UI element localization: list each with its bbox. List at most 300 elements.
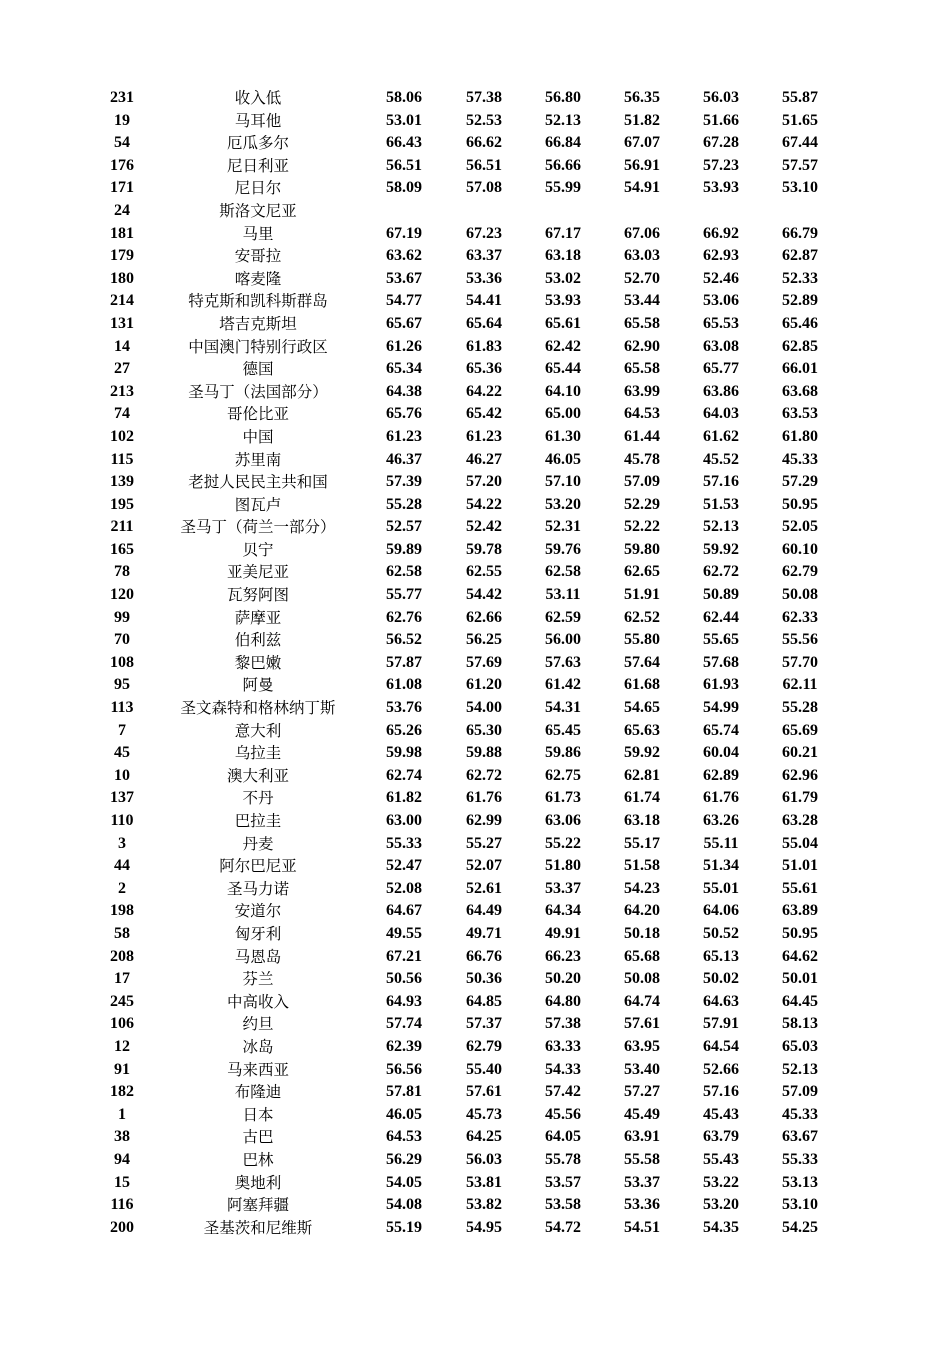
rank-cell: 17 (114, 970, 130, 988)
value-cell: 62.33 (782, 608, 818, 626)
rank-cell: 213 (110, 382, 134, 400)
value-cell: 56.03 (703, 89, 739, 106)
value-cell: 54.22 (466, 495, 502, 513)
table-row (0, 1126, 950, 1149)
table-row (0, 720, 950, 743)
value-cell: 62.81 (624, 766, 660, 784)
value-cell: 55.58 (624, 1150, 660, 1168)
value-cell: 52.13 (782, 1060, 818, 1078)
rank-cell: 110 (110, 812, 134, 829)
value-cell: 54.41 (466, 292, 502, 310)
country-name-cell: 收入低 (234, 89, 282, 107)
rank-cell: 108 (110, 653, 134, 671)
table-row (0, 403, 950, 426)
rank-cell: 116 (110, 1196, 134, 1214)
value-cell: 53.82 (466, 1196, 502, 1214)
value-cell: 50.08 (782, 586, 818, 604)
rank-cell: 78 (114, 563, 130, 581)
value-cell: 55.27 (466, 834, 502, 852)
value-cell: 53.44 (624, 292, 660, 310)
value-cell: 45.56 (545, 1105, 581, 1123)
value-cell: 63.79 (703, 1128, 739, 1146)
value-cell: 66.79 (782, 224, 818, 242)
rank-cell: 99 (114, 608, 130, 626)
value-cell: 55.19 (386, 1218, 422, 1236)
value-cell: 62.65 (624, 563, 660, 581)
value-cell: 63.18 (545, 247, 581, 265)
value-cell: 54.00 (466, 699, 502, 717)
table-row (0, 810, 950, 833)
value-cell: 65.68 (624, 947, 660, 965)
value-cell: 57.09 (782, 1083, 818, 1101)
value-cell: 56.91 (624, 156, 660, 174)
value-cell: 50.20 (545, 970, 581, 988)
value-cell: 66.76 (466, 947, 502, 965)
value-cell: 66.43 (386, 134, 422, 152)
value-cell: 45.33 (782, 1105, 818, 1123)
value-cell: 64.03 (703, 405, 739, 423)
value-cell: 53.40 (624, 1060, 660, 1078)
value-cell: 50.52 (703, 924, 739, 942)
value-cell: 65.00 (545, 405, 581, 423)
value-cell: 65.36 (466, 360, 502, 378)
value-cell: 56.52 (386, 631, 422, 649)
country-name-cell: 马耳他 (234, 111, 282, 130)
value-cell: 57.87 (386, 653, 422, 671)
country-name-cell: 匈牙利 (234, 924, 282, 943)
table-row (0, 765, 950, 788)
value-cell: 63.28 (782, 812, 818, 829)
value-cell: 54.99 (703, 699, 739, 717)
rank-cell: 1 (118, 1105, 126, 1123)
value-cell: 65.61 (545, 314, 581, 332)
country-name-cell: 中国澳门特别行政区 (188, 337, 328, 356)
value-cell: 65.58 (624, 314, 660, 332)
value-cell: 60.04 (703, 744, 739, 762)
value-cell: 58.09 (386, 179, 422, 197)
country-name-cell: 图瓦卢 (234, 495, 282, 514)
value-cell: 54.91 (624, 179, 660, 197)
value-cell: 57.10 (545, 473, 581, 491)
country-name-cell: 阿尔巴尼亚 (219, 857, 297, 876)
rank-cell: 171 (110, 179, 134, 197)
country-name-cell: 日本 (242, 1105, 274, 1124)
country-name-cell: 丹麦 (242, 834, 274, 853)
value-cell: 54.05 (386, 1173, 422, 1191)
value-cell: 52.08 (386, 879, 422, 897)
value-cell: 65.74 (703, 721, 739, 739)
value-cell: 67.23 (466, 224, 502, 242)
value-cell: 64.67 (386, 902, 422, 920)
value-cell: 52.42 (466, 518, 502, 536)
value-cell: 63.06 (545, 812, 581, 829)
value-cell: 52.05 (782, 518, 818, 536)
value-cell: 51.65 (782, 111, 818, 129)
value-cell: 57.74 (386, 1015, 422, 1033)
value-cell: 53.37 (624, 1173, 660, 1191)
table-row (0, 290, 950, 313)
rank-cell: 10 (114, 766, 130, 784)
table-row (0, 177, 950, 200)
value-cell: 64.63 (703, 992, 739, 1010)
country-name-cell: 乌拉圭 (234, 744, 282, 763)
value-cell: 57.91 (703, 1015, 739, 1033)
value-cell: 52.89 (782, 292, 818, 310)
country-name-cell: 圣文森特和格林纳丁斯 (180, 699, 336, 718)
value-cell: 51.82 (624, 111, 660, 129)
value-cell: 62.87 (782, 247, 818, 265)
data-table (0, 87, 950, 1239)
value-cell: 62.75 (545, 766, 581, 784)
country-name-cell: 中高收入 (226, 992, 289, 1011)
table-row (0, 516, 950, 539)
value-cell: 55.33 (782, 1150, 818, 1168)
rank-cell: 94 (114, 1150, 130, 1168)
value-cell: 61.30 (545, 427, 581, 445)
value-cell: 56.56 (386, 1060, 422, 1078)
value-cell: 52.66 (703, 1060, 739, 1078)
value-cell: 66.84 (545, 134, 581, 152)
value-cell: 61.83 (466, 337, 502, 355)
value-cell: 59.88 (466, 744, 502, 762)
country-name-cell: 瓦努阿图 (226, 586, 289, 605)
value-cell: 63.95 (624, 1037, 660, 1055)
table-row (0, 268, 950, 291)
value-cell: 50.95 (782, 495, 818, 513)
value-cell: 64.25 (466, 1128, 502, 1146)
value-cell: 45.73 (466, 1105, 502, 1123)
value-cell: 51.01 (782, 857, 818, 875)
rank-cell: 181 (110, 224, 134, 242)
value-cell: 57.68 (703, 653, 739, 671)
value-cell: 55.17 (624, 834, 660, 852)
table-row (0, 110, 950, 133)
table-row (0, 923, 950, 946)
value-cell: 49.71 (466, 924, 502, 942)
value-cell: 54.23 (624, 879, 660, 897)
value-cell: 62.39 (386, 1037, 422, 1055)
table-row (0, 1172, 950, 1195)
rank-cell: 58 (114, 924, 130, 942)
value-cell: 62.44 (703, 608, 739, 626)
value-cell: 64.05 (545, 1128, 581, 1146)
value-cell: 62.96 (782, 766, 818, 784)
value-cell: 54.42 (466, 586, 502, 604)
table-row (0, 652, 950, 675)
value-cell: 65.13 (703, 947, 739, 965)
value-cell: 65.77 (703, 360, 739, 378)
value-cell: 63.26 (703, 812, 739, 829)
value-cell: 57.63 (545, 653, 581, 671)
value-cell: 63.99 (624, 382, 660, 400)
table-row (0, 584, 950, 607)
value-cell: 67.06 (624, 224, 660, 242)
value-cell: 53.01 (386, 111, 422, 129)
value-cell: 55.28 (386, 495, 422, 513)
value-cell: 53.93 (545, 292, 581, 310)
value-cell: 61.42 (545, 676, 581, 694)
value-cell: 63.62 (386, 247, 422, 265)
value-cell: 52.57 (386, 518, 422, 536)
value-cell: 62.42 (545, 337, 581, 355)
value-cell: 57.61 (624, 1015, 660, 1033)
value-cell: 61.44 (624, 427, 660, 445)
table-row (0, 900, 950, 923)
country-name-cell: 阿曼 (242, 676, 274, 695)
country-name-cell: 巴林 (242, 1150, 274, 1169)
value-cell: 60.21 (782, 744, 818, 762)
value-cell: 45.43 (703, 1105, 739, 1123)
value-cell: 61.68 (624, 676, 660, 694)
value-cell: 57.70 (782, 653, 818, 671)
value-cell: 65.69 (782, 721, 818, 739)
value-cell: 58.13 (782, 1015, 818, 1033)
value-cell: 65.63 (624, 721, 660, 739)
value-cell: 54.77 (386, 292, 422, 310)
table-row (0, 1013, 950, 1036)
country-name-cell: 意大利 (234, 721, 282, 740)
value-cell: 64.85 (466, 992, 502, 1010)
country-name-cell: 塔吉克斯坦 (219, 314, 297, 333)
value-cell: 55.43 (703, 1150, 739, 1168)
value-cell: 57.64 (624, 653, 660, 671)
value-cell: 63.08 (703, 337, 739, 355)
value-cell: 62.79 (782, 563, 818, 581)
value-cell: 53.22 (703, 1173, 739, 1191)
country-name-cell: 圣马力诺 (226, 879, 289, 898)
rank-cell: 19 (114, 111, 130, 129)
rank-cell: 106 (110, 1015, 134, 1033)
table-row (0, 200, 950, 223)
value-cell: 51.58 (624, 857, 660, 875)
rank-cell: 131 (110, 314, 134, 332)
value-cell: 57.08 (466, 179, 502, 197)
value-cell: 51.53 (703, 495, 739, 513)
value-cell: 46.37 (386, 450, 422, 468)
rank-cell: 200 (110, 1218, 134, 1236)
table-row (0, 607, 950, 630)
value-cell: 52.13 (703, 518, 739, 536)
value-cell: 56.03 (466, 1150, 502, 1168)
value-cell: 52.61 (466, 879, 502, 897)
rank-cell: 113 (110, 699, 134, 717)
value-cell: 62.79 (466, 1037, 502, 1055)
value-cell: 62.74 (386, 766, 422, 784)
value-cell: 54.31 (545, 699, 581, 717)
value-cell: 53.58 (545, 1196, 581, 1214)
value-cell: 66.92 (703, 224, 739, 242)
value-cell: 57.16 (703, 1083, 739, 1101)
value-cell: 53.13 (782, 1173, 818, 1191)
country-name-cell: 布隆迪 (234, 1083, 282, 1102)
value-cell: 65.45 (545, 721, 581, 739)
country-name-cell: 苏里南 (234, 450, 282, 469)
country-name-cell: 巴拉圭 (234, 812, 282, 830)
country-name-cell: 澳大利亚 (226, 766, 289, 785)
value-cell: 55.33 (386, 834, 422, 852)
rank-cell: 231 (110, 89, 134, 106)
rank-cell: 2 (118, 879, 126, 897)
value-cell: 62.52 (624, 608, 660, 626)
value-cell: 54.08 (386, 1196, 422, 1214)
value-cell: 55.28 (782, 699, 818, 717)
country-name-cell: 安哥拉 (234, 247, 282, 266)
value-cell: 46.05 (386, 1105, 422, 1123)
value-cell: 59.89 (386, 540, 422, 558)
country-name-cell: 圣基茨和尼维斯 (203, 1218, 313, 1237)
rank-cell: 120 (110, 586, 134, 604)
value-cell: 62.85 (782, 337, 818, 355)
value-cell: 52.33 (782, 269, 818, 287)
table-row (0, 132, 950, 155)
value-cell: 67.21 (386, 947, 422, 965)
table-row (0, 787, 950, 810)
table-row (0, 223, 950, 246)
value-cell: 64.38 (386, 382, 422, 400)
value-cell: 61.80 (782, 427, 818, 445)
value-cell: 63.89 (782, 902, 818, 920)
table-row (0, 87, 950, 110)
value-cell: 64.53 (624, 405, 660, 423)
country-name-cell: 冰岛 (242, 1037, 274, 1056)
value-cell: 51.91 (624, 586, 660, 604)
rank-cell: 214 (110, 292, 134, 310)
value-cell: 55.77 (386, 586, 422, 604)
value-cell: 52.29 (624, 495, 660, 513)
country-name-cell: 特克斯和凯科斯群岛 (188, 292, 328, 311)
value-cell: 56.25 (466, 631, 502, 649)
value-cell: 57.20 (466, 473, 502, 491)
rank-cell: 95 (114, 676, 130, 694)
value-cell: 51.66 (703, 111, 739, 129)
rank-cell: 115 (110, 450, 134, 468)
value-cell: 67.19 (386, 224, 422, 242)
value-cell: 62.99 (466, 812, 502, 829)
rank-cell: 179 (110, 247, 134, 265)
country-name-cell: 尼日尔 (234, 179, 282, 198)
value-cell: 58.06 (386, 89, 422, 106)
value-cell: 45.33 (782, 450, 818, 468)
value-cell: 61.82 (386, 789, 422, 807)
table-row (0, 1104, 950, 1127)
value-cell: 55.78 (545, 1150, 581, 1168)
country-name-cell: 贝宁 (242, 540, 274, 559)
country-name-cell: 斯洛文尼亚 (219, 201, 297, 220)
value-cell: 65.64 (466, 314, 502, 332)
value-cell: 50.02 (703, 970, 739, 988)
value-cell: 62.93 (703, 247, 739, 265)
value-cell: 63.91 (624, 1128, 660, 1146)
rank-cell: 24 (114, 201, 130, 219)
value-cell: 61.23 (466, 427, 502, 445)
value-cell: 57.09 (624, 473, 660, 491)
value-cell: 53.06 (703, 292, 739, 310)
value-cell: 61.26 (386, 337, 422, 355)
rank-cell: 139 (110, 473, 134, 491)
value-cell: 64.10 (545, 382, 581, 400)
value-cell: 56.66 (545, 156, 581, 174)
rank-cell: 7 (118, 721, 126, 739)
country-name-cell: 德国 (242, 360, 274, 379)
table-row (0, 471, 950, 494)
value-cell: 53.36 (466, 269, 502, 287)
value-cell: 63.86 (703, 382, 739, 400)
country-name-cell: 萨摩亚 (234, 608, 282, 627)
rank-cell: 38 (114, 1128, 130, 1146)
value-cell: 66.23 (545, 947, 581, 965)
value-cell: 54.95 (466, 1218, 502, 1236)
value-cell: 62.55 (466, 563, 502, 581)
rank-cell: 102 (110, 427, 134, 445)
table-row (0, 1194, 950, 1217)
rank-cell: 211 (110, 518, 134, 536)
value-cell: 57.39 (386, 473, 422, 491)
table-row (0, 561, 950, 584)
rank-cell: 165 (110, 540, 134, 558)
value-cell: 50.18 (624, 924, 660, 942)
value-cell: 57.69 (466, 653, 502, 671)
rank-cell: 245 (110, 992, 134, 1010)
table-row (0, 1036, 950, 1059)
table-row (0, 1149, 950, 1172)
value-cell: 67.17 (545, 224, 581, 242)
value-cell: 61.62 (703, 427, 739, 445)
value-cell: 54.65 (624, 699, 660, 717)
country-name-cell: 安道尔 (234, 902, 282, 921)
value-cell: 61.08 (386, 676, 422, 694)
value-cell: 63.33 (545, 1037, 581, 1055)
rank-cell: 45 (114, 744, 130, 762)
country-name-cell: 伯利兹 (234, 631, 282, 650)
value-cell: 62.59 (545, 608, 581, 626)
country-name-cell: 不丹 (242, 789, 274, 808)
value-cell: 56.35 (624, 89, 660, 106)
value-cell: 52.46 (703, 269, 739, 287)
rank-cell: 182 (110, 1083, 134, 1101)
value-cell: 59.80 (624, 540, 660, 558)
value-cell: 64.49 (466, 902, 502, 920)
table-row (0, 855, 950, 878)
value-cell: 65.30 (466, 721, 502, 739)
country-name-cell: 亚美尼亚 (226, 563, 289, 582)
value-cell: 57.57 (782, 156, 818, 174)
value-cell: 53.20 (703, 1196, 739, 1214)
value-cell: 59.98 (386, 744, 422, 762)
table-row (0, 946, 950, 969)
value-cell: 50.01 (782, 970, 818, 988)
value-cell: 62.76 (386, 608, 422, 626)
rank-cell: 208 (110, 947, 134, 965)
table-row (0, 742, 950, 765)
table-row (0, 878, 950, 901)
value-cell: 52.31 (545, 518, 581, 536)
table-row (0, 539, 950, 562)
country-name-cell: 中国 (242, 427, 274, 446)
value-cell: 62.58 (386, 563, 422, 581)
value-cell: 65.26 (386, 721, 422, 739)
country-name-cell: 尼日利亚 (226, 156, 289, 175)
table-row (0, 155, 950, 178)
value-cell: 65.42 (466, 405, 502, 423)
value-cell: 53.02 (545, 269, 581, 287)
value-cell: 56.80 (545, 89, 581, 106)
value-cell: 54.35 (703, 1218, 739, 1236)
value-cell: 61.23 (386, 427, 422, 445)
table-row (0, 449, 950, 472)
table-row (0, 336, 950, 359)
value-cell: 56.29 (386, 1150, 422, 1168)
table-row (0, 245, 950, 268)
